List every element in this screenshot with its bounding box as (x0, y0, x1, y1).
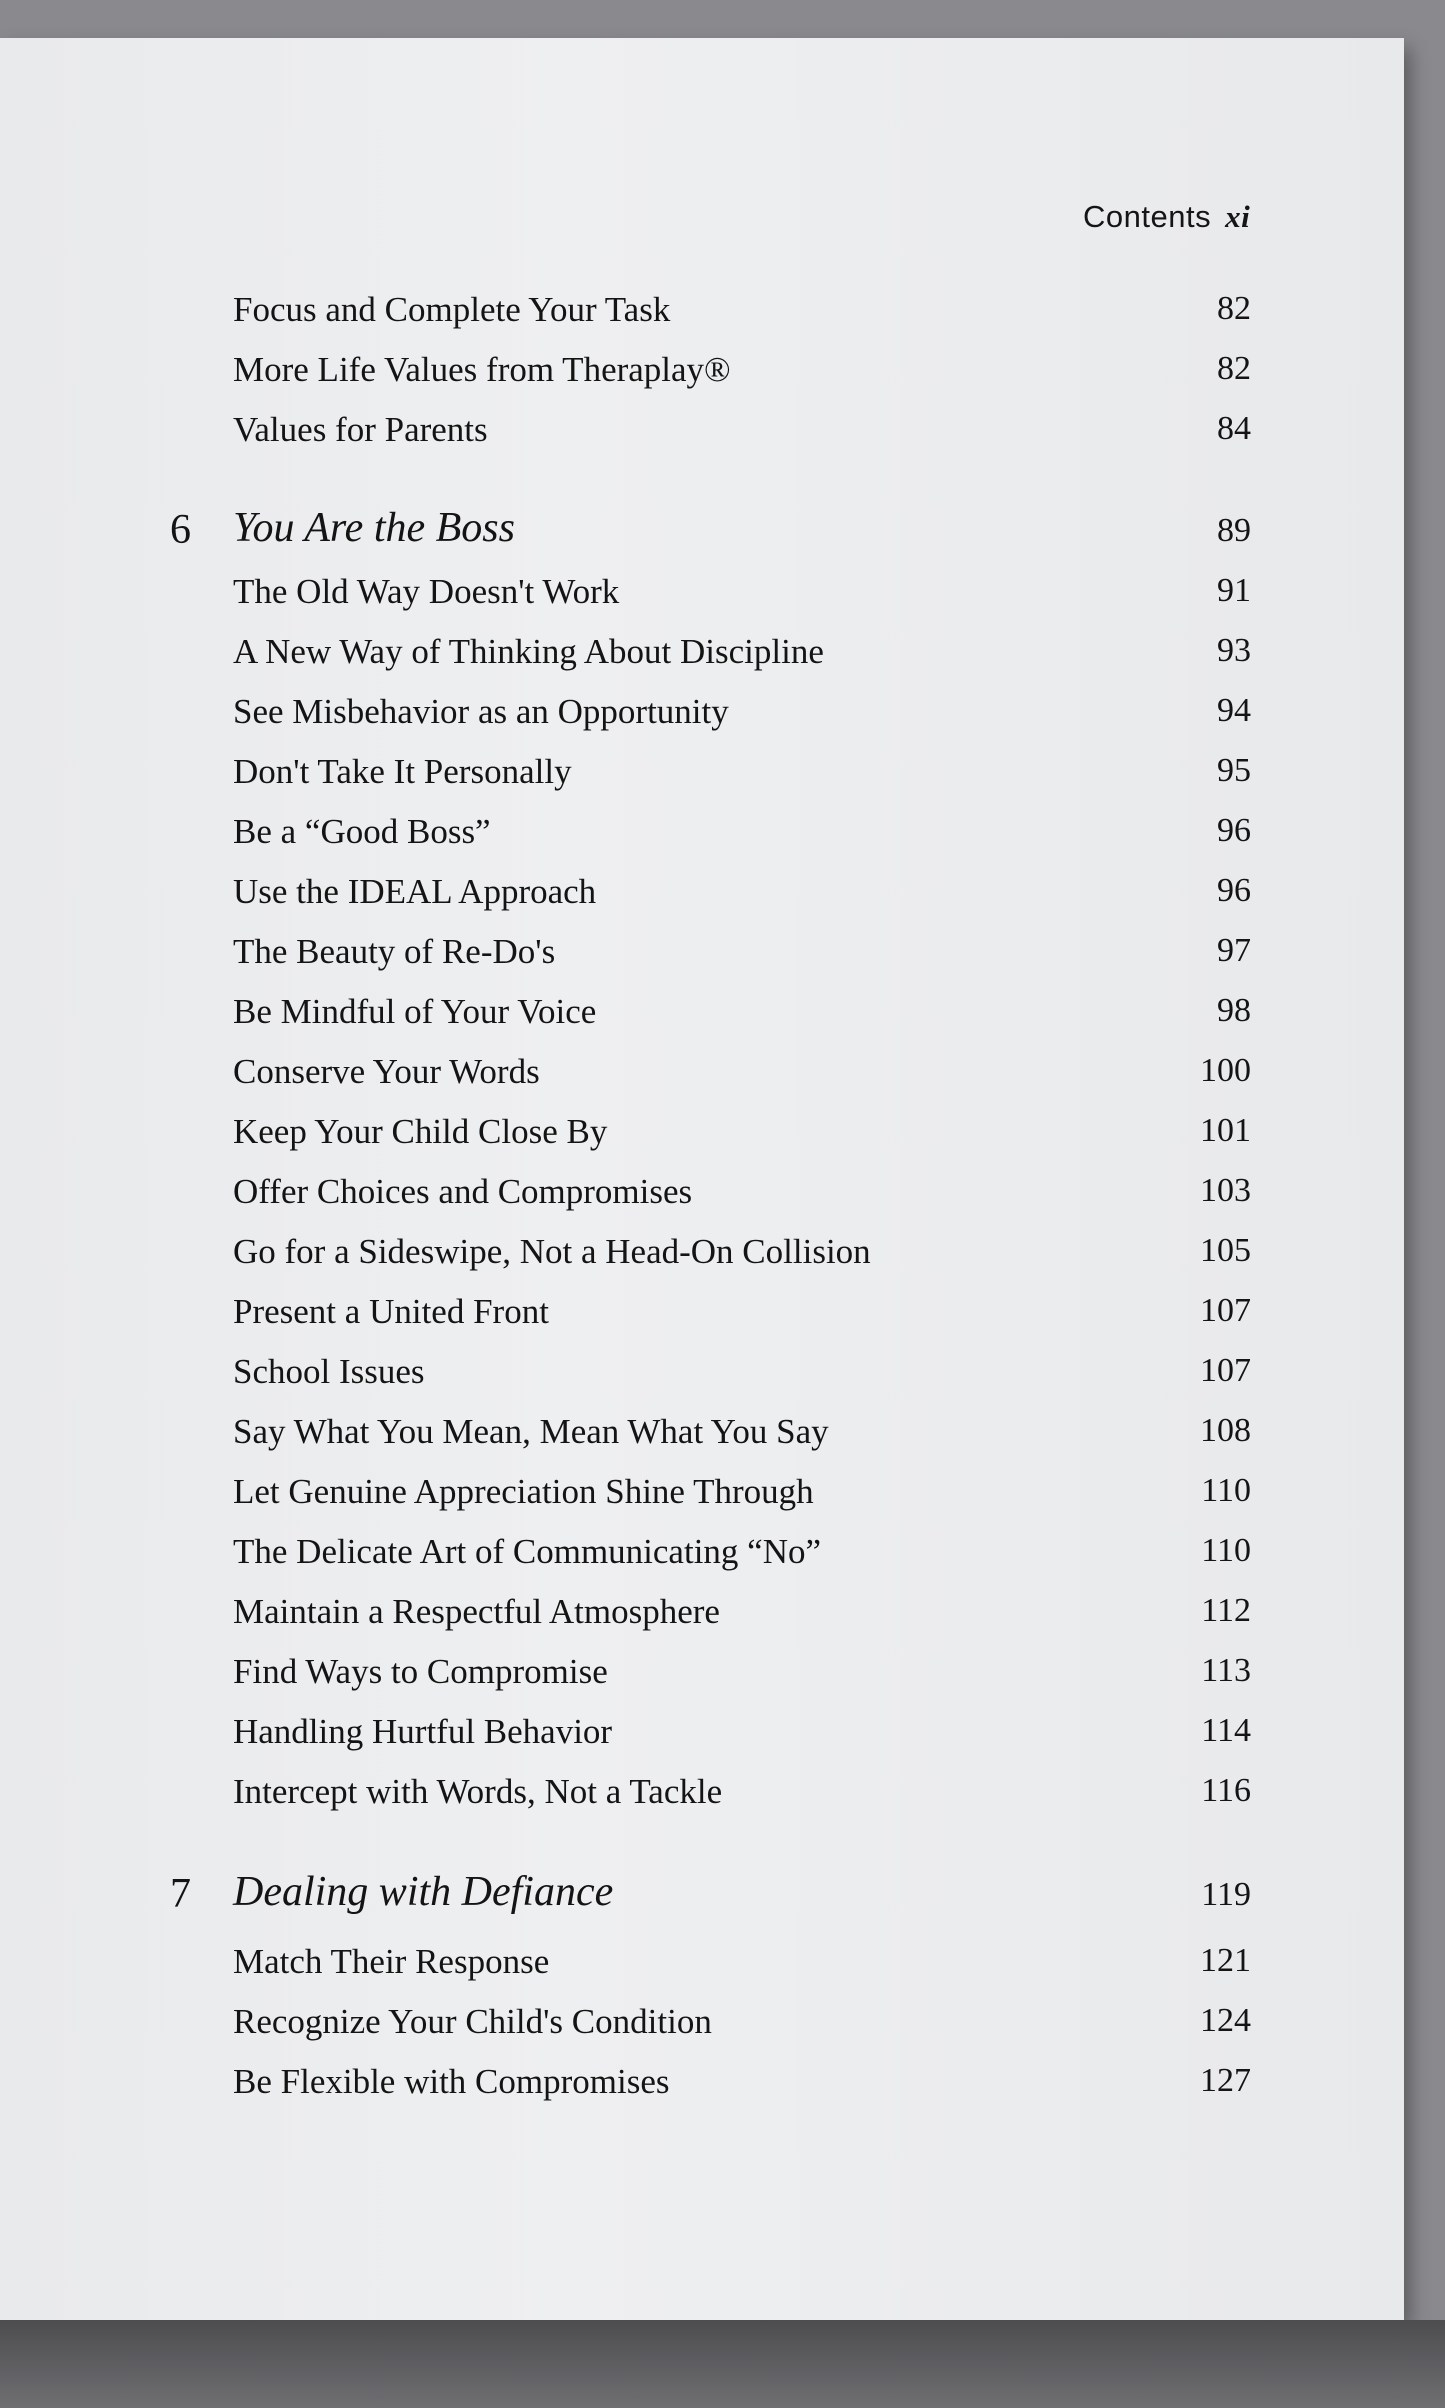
section-title: Find Ways to Compromise (233, 1652, 608, 1691)
toc-section-entry (0, 1712, 1404, 1762)
page-number: 124 (1200, 2002, 1251, 2039)
page-number: 82 (1217, 290, 1251, 327)
toc-section-entry (0, 1592, 1404, 1642)
page-number: 89 (1217, 512, 1251, 549)
section-title: Use the IDEAL Approach (233, 872, 597, 911)
toc-section-entry (0, 632, 1404, 682)
section-title: Intercept with Words, Not a Tackle (233, 1772, 723, 1811)
section-title: Don't Take It Personally (233, 752, 572, 791)
section-title: School Issues (233, 1352, 425, 1391)
page-number: 103 (1200, 1172, 1251, 1209)
section-title: Let Genuine Appreciation Shine Through (233, 1472, 814, 1511)
section-title: Recognize Your Child's Condition (233, 2002, 712, 2041)
page-number: 101 (1200, 1112, 1251, 1149)
toc-section-entry (0, 812, 1404, 862)
page-number: 98 (1217, 992, 1251, 1029)
toc-section-entry (0, 752, 1404, 802)
toc-section-entry (0, 290, 1404, 340)
section-title: The Old Way Doesn't Work (233, 572, 620, 611)
page-number: 95 (1217, 752, 1251, 789)
toc-section-entry (0, 992, 1404, 1042)
section-title: Be Mindful of Your Voice (233, 992, 597, 1031)
page-number: 121 (1200, 1942, 1251, 1979)
page-number: 93 (1217, 632, 1251, 669)
toc-section-entry (0, 1412, 1404, 1462)
toc-section-entry (0, 1942, 1404, 1992)
toc-section-entry (0, 410, 1404, 460)
page-folio: xi (1225, 199, 1251, 234)
page-number: 82 (1217, 350, 1251, 387)
toc-section-entry (0, 872, 1404, 922)
page-number: 110 (1201, 1532, 1251, 1569)
toc-section-entry (0, 1052, 1404, 1102)
section-title: See Misbehavior as an Opportunity (233, 692, 729, 731)
section-title: More Life Values from Theraplay® (233, 350, 731, 389)
chapter-number: 6 (170, 507, 191, 553)
section-title: Present a United Front (233, 1292, 549, 1331)
section-title: Maintain a Respectful Atmosphere (233, 1592, 720, 1631)
page-number: 110 (1201, 1472, 1251, 1509)
table-of-contents (0, 38, 1404, 2320)
toc-section-entry (0, 2062, 1404, 2112)
section-title: Handling Hurtful Behavior (233, 1712, 613, 1751)
page-number: 107 (1200, 1292, 1251, 1329)
toc-section-entry (0, 932, 1404, 982)
section-title: A New Way of Thinking About Discipline (233, 632, 824, 671)
page-number: 100 (1200, 1052, 1251, 1089)
toc-section-entry (0, 692, 1404, 742)
toc-section-entry (0, 1352, 1404, 1402)
section-title: Match Their Response (233, 1942, 550, 1981)
page-number: 113 (1201, 1652, 1251, 1689)
section-title: Be a “Good Boss” (233, 812, 491, 851)
page-number: 96 (1217, 872, 1251, 909)
chapter-title: You Are the Boss (233, 505, 515, 551)
section-title: Values for Parents (233, 410, 488, 449)
section-title: Go for a Sideswipe, Not a Head-On Collision (233, 1232, 871, 1271)
toc-section-entry (0, 1172, 1404, 1222)
page-number: 116 (1201, 1772, 1251, 1809)
page-number: 105 (1200, 1232, 1251, 1269)
section-title: Say What You Mean, Mean What You Say (233, 1412, 829, 1451)
toc-section-entry (0, 1652, 1404, 1702)
page-number: 97 (1217, 932, 1251, 969)
running-head-label: Contents (1083, 199, 1212, 234)
toc-section-entry (0, 1112, 1404, 1162)
toc-section-entry (0, 1772, 1404, 1822)
section-title: Conserve Your Words (233, 1052, 540, 1091)
page-number: 91 (1217, 572, 1251, 609)
page-number: 96 (1217, 812, 1251, 849)
page-number: 114 (1201, 1712, 1251, 1749)
section-title: The Beauty of Re-Do's (233, 932, 556, 971)
page-number: 84 (1217, 410, 1251, 447)
toc-section-entry (0, 1472, 1404, 1522)
section-title: The Delicate Art of Communicating “No” (233, 1532, 822, 1571)
section-title: Offer Choices and Compromises (233, 1172, 693, 1211)
section-title: Be Flexible with Compromises (233, 2062, 670, 2101)
toc-chapter-entry (0, 505, 1404, 560)
page-number: 119 (1201, 1876, 1251, 1913)
toc-chapter-entry (0, 1869, 1404, 1924)
toc-section-entry (0, 1232, 1404, 1282)
page-number: 127 (1200, 2062, 1251, 2099)
toc-section-entry (0, 572, 1404, 622)
page-number: 94 (1217, 692, 1251, 729)
page-number: 108 (1200, 1412, 1251, 1449)
page-number: 107 (1200, 1352, 1251, 1389)
chapter-title: Dealing with Defiance (233, 1869, 614, 1915)
section-title: Focus and Complete Your Task (233, 290, 671, 329)
background-surface (0, 2320, 1445, 2408)
toc-section-entry (0, 2002, 1404, 2052)
toc-section-entry (0, 1292, 1404, 1342)
page-number: 112 (1201, 1592, 1251, 1629)
toc-section-entry (0, 1532, 1404, 1582)
toc-section-entry (0, 350, 1404, 400)
section-title: Keep Your Child Close By (233, 1112, 608, 1151)
book-page (0, 38, 1404, 2320)
chapter-number: 7 (170, 1871, 191, 1917)
